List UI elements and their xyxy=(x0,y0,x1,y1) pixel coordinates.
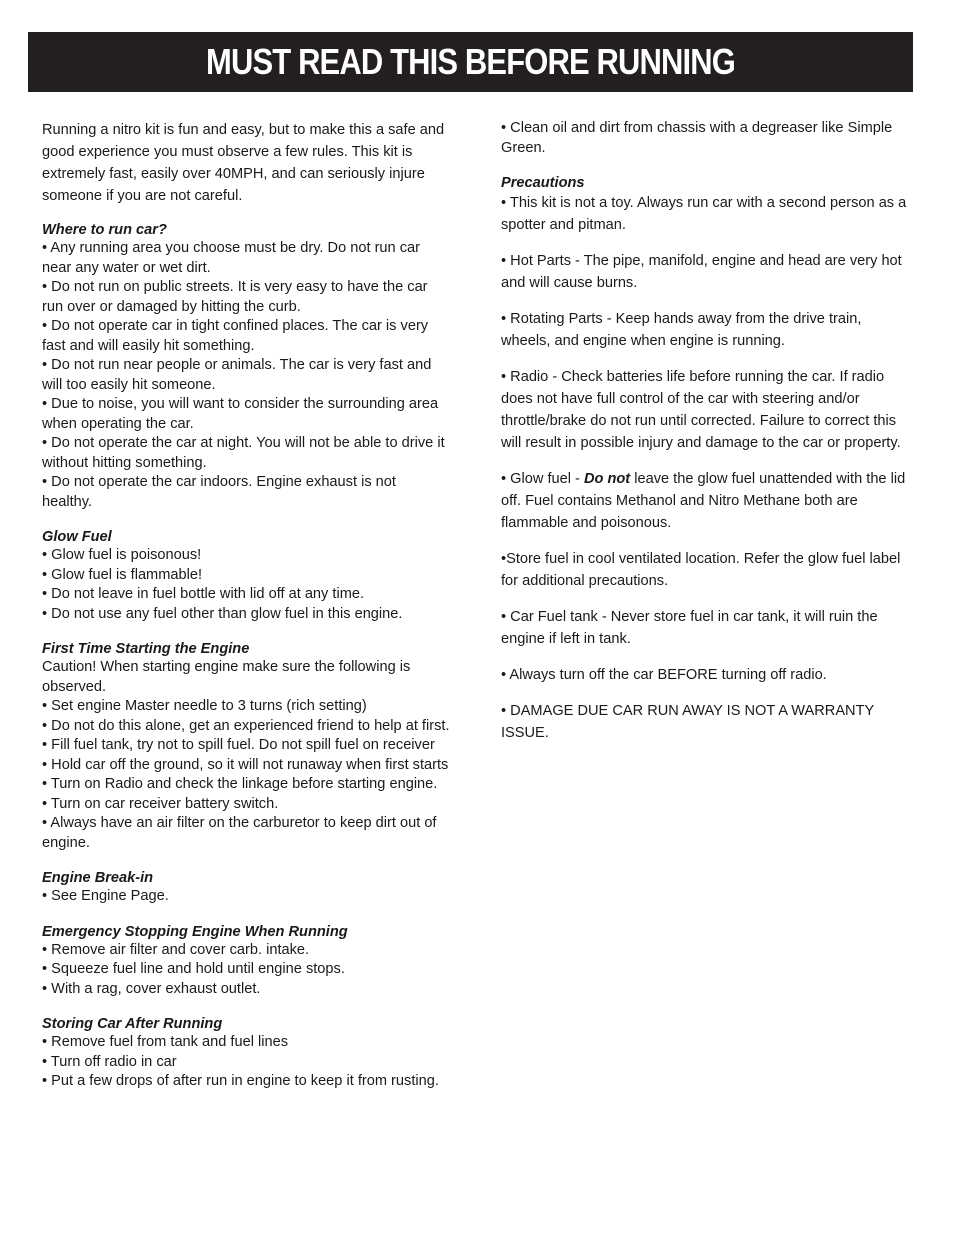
precaution-item: • Hot Parts - The pipe, manifold, engine and head are very hot and will cause burns. xyxy=(501,253,902,291)
clean-paragraph: • Clean oil and dirt from chassis with a degreaser like Simple Green. xyxy=(501,120,893,156)
precautions-heading: Precautions xyxy=(501,175,585,191)
precaution-item: • Car Fuel tank - Never store fuel in car tank, it will ruin the engine if left in tank. xyxy=(501,609,878,647)
precaution-item xyxy=(501,468,909,534)
warranty-notice: • DAMAGE DUE CAR RUN AWAY IS NOT A WARRANTY ISSUE. xyxy=(501,703,874,741)
list-item: • Set engine Master needle to 3 turns (rich setting) xyxy=(42,698,367,714)
precaution-item: • Radio - Check batteries life before running the car. If radio does not have full control of the car with steering and/or throttle/brake do not run until corrected. Failure to correct this will result in possible injury and damage to the car or property. xyxy=(501,369,901,451)
list-item: Caution! When starting engine make sure the following is observed. xyxy=(42,659,411,695)
list-item: • Do not run near people or animals. The car is very fast and will too easily hit someone. xyxy=(42,357,432,393)
list-item: • Turn on Radio and check the linkage before starting engine. xyxy=(42,776,438,792)
list-item: • Hold car off the ground, so it will not runaway when first starts xyxy=(42,756,449,773)
list-item: • See Engine Page. xyxy=(42,888,169,904)
list-item: • Remove air filter and cover carb. intake. xyxy=(42,941,310,958)
list-item: • Always have an air filter on the carburetor to keep dirt out of engine. xyxy=(42,815,437,851)
first-start-heading: First Time Starting the Engine xyxy=(42,641,250,657)
where-heading: Where to run car? xyxy=(42,222,167,238)
list-item: • Do not operate car in tight confined places. The car is very fast and will easily hit something. xyxy=(42,318,429,354)
list-item: • Do not operate the car at night. You will not be able to drive it without hitting something. xyxy=(42,435,445,471)
left-column xyxy=(42,119,450,1092)
list-item: • Put a few drops of after run in engine to keep it from rusting. xyxy=(42,1073,439,1089)
list-item: • Turn on car receiver battery switch. xyxy=(42,795,279,812)
precaution-item: • Always turn off the car BEFORE turning off radio. xyxy=(501,667,827,683)
list-item: • Glow fuel is poisonous! xyxy=(42,547,202,563)
list-item: • Do not leave in fuel bottle with lid off at any time. xyxy=(42,586,365,602)
storing-heading: Storing Car After Running xyxy=(42,1016,223,1032)
do-not-emphasis: Do not xyxy=(583,471,631,487)
list-item: • With a rag, cover exhaust outlet. xyxy=(42,980,261,997)
list-item: • Do not run on public streets. It is very easy to have the car run over or damaged by hitting the curb. xyxy=(42,279,428,315)
emergency-heading: Emergency Stopping Engine When Running xyxy=(42,923,348,940)
intro-paragraph: Running a nitro kit is fun and easy, but to make this a safe and good experience you must observe a few rules. This kit is extremely fast, easily over 40MPH, and can seriously injure someone if you are not careful. xyxy=(42,122,445,204)
list-item: • Squeeze fuel line and hold until engine stops. xyxy=(42,961,345,977)
break-in-heading: Engine Break-in xyxy=(42,870,154,886)
list-item: • Due to noise, you will want to consider the surrounding area when operating the car. xyxy=(42,396,439,432)
title-banner xyxy=(28,32,913,92)
glow-fuel-rest: leave the glow fuel unattended with the lid off. Fuel contains Methanol and Nitro Methane both are flammable and poisonous. xyxy=(501,471,906,531)
precaution-item: •Store fuel in cool ventilated location. Refer the glow fuel label for additional precautions. xyxy=(501,551,901,589)
precaution-item: • This kit is not a toy. Always run car with a second person as a spotter and pitman. xyxy=(501,195,907,233)
list-item: • Do not use any fuel other than glow fuel in this engine. xyxy=(42,605,403,622)
list-item: • Turn off radio in car xyxy=(42,1053,177,1070)
list-item: • Glow fuel is flammable! xyxy=(42,566,203,583)
list-item: • Fill fuel tank, try not to spill fuel. Do not spill fuel on receiver xyxy=(42,737,435,753)
page-title: MUST READ THIS BEFORE RUNNING xyxy=(206,41,735,82)
list-item: • Any running area you choose must be dry. Do not run car near any water or wet dirt. xyxy=(42,240,420,276)
glow-fuel-heading: Glow Fuel xyxy=(42,529,112,545)
list-item: • Do not operate the car indoors. Engine exhaust is not healthy. xyxy=(42,474,396,510)
precaution-item: • Rotating Parts - Keep hands away from the drive train, wheels, and engine when engine is running. xyxy=(501,311,862,349)
list-item: • Remove fuel from tank and fuel lines xyxy=(42,1034,289,1050)
glow-fuel-lead: • Glow fuel - xyxy=(501,471,584,487)
right-column xyxy=(501,119,909,744)
list-item: • Do not do this alone, get an experienced friend to help at first. xyxy=(42,717,450,734)
